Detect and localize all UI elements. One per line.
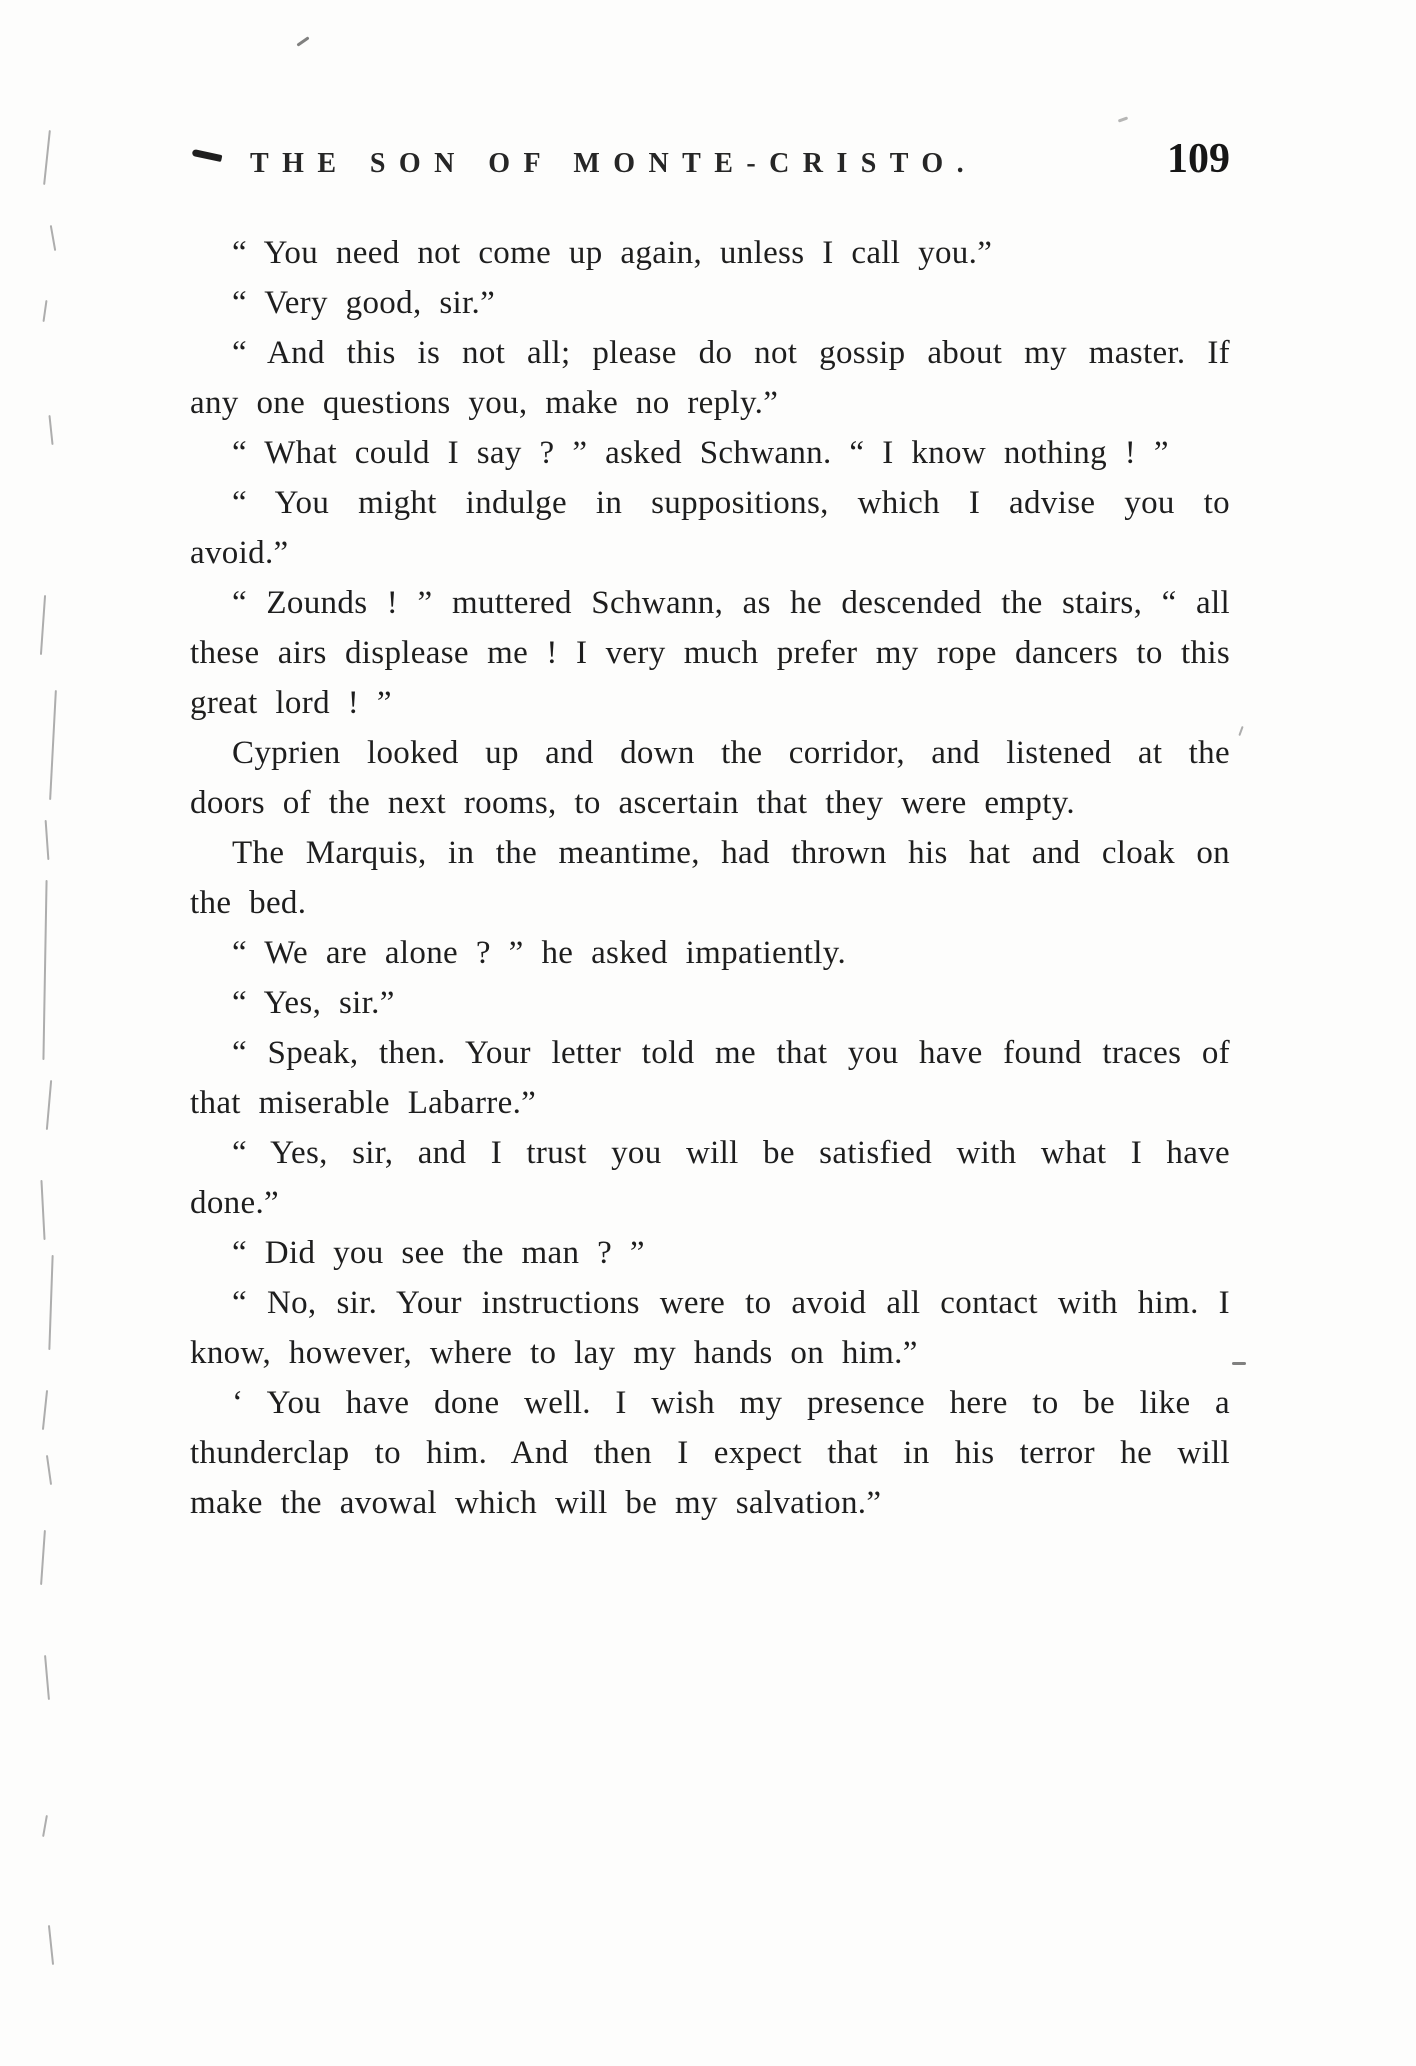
paragraph: “ We are alone ? ” he asked impatiently.: [232, 935, 847, 971]
scan-mark: [45, 820, 50, 860]
scan-mark: [40, 1530, 46, 1585]
page-number: 109: [1167, 136, 1230, 182]
scan-mark: [48, 1925, 54, 1965]
scan-mark: [1238, 726, 1243, 736]
paragraph: “ Very good, sir.”: [232, 285, 496, 321]
body-text: [190, 228, 1230, 1528]
scan-mark: [44, 1655, 50, 1700]
paragraph: “ And this is not all; please do not gossip about my master. If any one questions you, make no reply.”: [190, 335, 1230, 421]
scan-mark: [49, 690, 57, 800]
scan-mark: [40, 595, 46, 655]
scan-mark: [48, 1255, 53, 1350]
paragraph: “ You might indulge in suppositions, which I advise you to avoid.”: [190, 485, 1230, 571]
scan-mark: [296, 36, 309, 46]
paragraph: “ What could I say ? ” asked Schwann. “ I know nothing ! ”: [232, 435, 1169, 471]
paragraph: “ Did you see the man ? ”: [232, 1235, 645, 1271]
scan-mark: [43, 130, 51, 185]
scan-mark: [42, 1815, 48, 1837]
paragraph: Cyprien looked up and down the corridor, and listened at the doors of the next rooms, to ascertain that they were empty.: [190, 735, 1230, 821]
scan-mark: [40, 1180, 45, 1240]
paragraph: “ You need not come up again, unless I call you.”: [232, 235, 993, 271]
paragraph: “ No, sir. Your instructions were to avoid all contact with him. I know, however, where to lay my hands on him.”: [190, 1285, 1230, 1371]
paragraph: ‘ You have done well. I wish my presence here to be like a thunderclap to him. And then I expect that in his terror he will make the avowal which will be my salvation.”: [190, 1385, 1230, 1521]
scan-mark: [42, 300, 47, 322]
running-title: THE SON OF MONTE-CRISTO.: [250, 148, 978, 179]
scan-mark: [1118, 116, 1128, 122]
paragraph: “ Zounds ! ” muttered Schwann, as he descended the stairs, “ all these airs displease me ! I very much prefer my rope dancers to this great lord ! ”: [190, 585, 1230, 721]
scan-mark: [46, 1080, 52, 1130]
scan-mark: [48, 415, 53, 445]
scan-mark: [1232, 1362, 1246, 1365]
paragraph: “ Yes, sir, and I trust you will be satisfied with what I have done.”: [190, 1135, 1230, 1221]
scan-mark: [42, 880, 47, 1060]
scan-mark: [50, 225, 56, 251]
paragraph: “ Yes, sir.”: [232, 985, 395, 1021]
paragraph: The Marquis, in the meantime, had thrown his hat and cloak on the bed.: [190, 835, 1230, 921]
page-header: [190, 138, 1230, 180]
scan-mark: [46, 1455, 52, 1485]
scan-mark: [42, 1390, 48, 1430]
paragraph: “ Speak, then. Your letter told me that you have found traces of that miserable Labarre.”: [190, 1035, 1230, 1121]
